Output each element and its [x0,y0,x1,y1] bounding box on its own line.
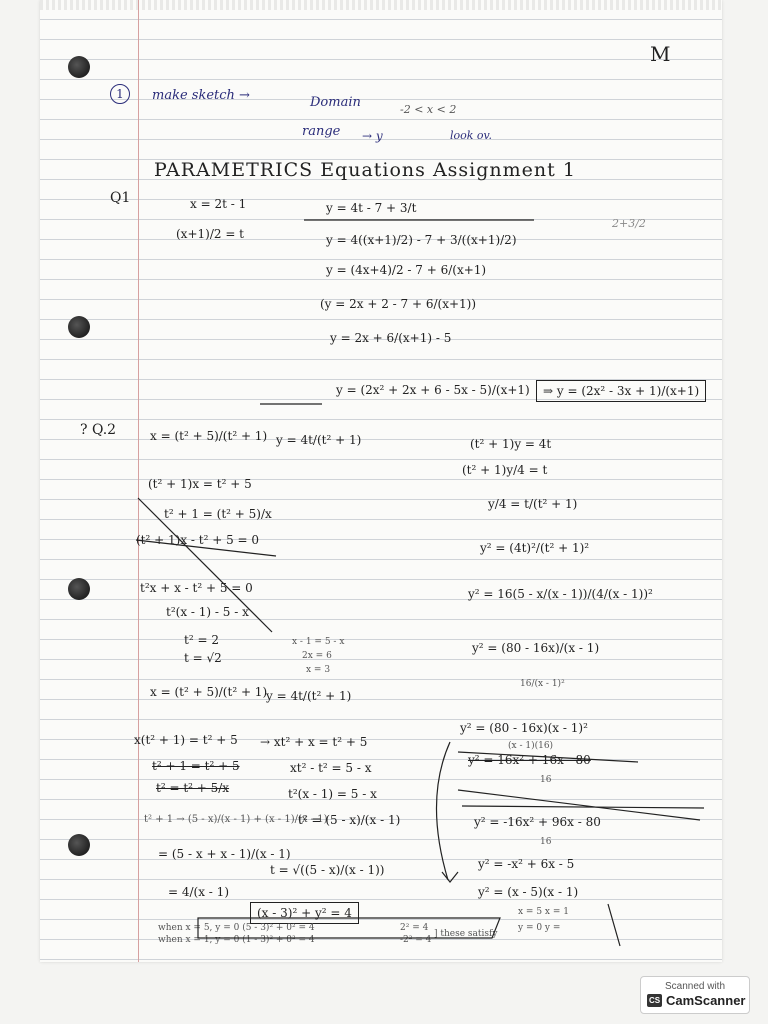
circle-equation-box: (x - 3)² + y² = 4 [250,902,359,924]
q2-left-line: x = (t² + 5)/(t² + 1) [150,429,268,443]
q2-second-struck: t² + 1 = t² + 5 [152,759,240,773]
q2-second-line: (x - 1)(16) [508,741,554,751]
intro-make-sketch: make sketch → [152,88,250,103]
q2-left-line: (t² + 1)x = t² + 5 [148,477,252,491]
q2-second-line: → xt² + x = t² + 5 [260,735,368,749]
q2-second-line: x = (t² + 5)/(t² + 1) [150,685,268,699]
scanner-watermark [640,976,750,1014]
q2-left-line: y = 4t/(t² + 1) [276,433,362,447]
intro-range-label: range [302,124,341,139]
notebook-page [40,0,722,962]
q2-right-line: (t² + 1)y/4 = t [462,463,548,477]
q2-second-line: y² = (x - 5)(x - 1) [478,885,579,899]
q1-line: y = 4((x+1)/2) - 7 + 3/((x+1)/2) [326,233,517,247]
intro-look: look ov. [450,129,492,142]
q2-right-line: (t² + 1)y = 4t [470,437,552,451]
q2-right-line: y² = (4t)²/(t² + 1)² [480,541,590,555]
q2-second-struck: y² = 16x² + 16x - 80 [468,753,591,767]
q1-line: (x+1)/2 = t [176,227,245,241]
q2-right-line: y/4 = t/(t² + 1) [488,497,578,511]
q2-left-line: t² = 2 [184,633,219,647]
q2-second-line: t = √((5 - x)/(x - 1)) [270,863,385,877]
page-title: PARAMETRICS Equations Assignment 1 [154,159,576,181]
q2-label: ? Q.2 [80,422,117,438]
q2-second-line: = (5 - x + x - 1)/(x - 1) [158,847,291,861]
q1-line: y = (2x² + 2x + 6 - 5x - 5)/(x+1) [336,383,530,397]
q2-second-line: xt² - t² = 5 - x [290,761,372,775]
q2-check-line: when x = 1, y = 0 (1 - 3)² + 0² = 4 [158,935,315,945]
q2-second-line: x = 5 x = 1 [518,907,569,917]
q1-line: (y = 2x + 2 - 7 + 6/(x+1)) [320,297,477,311]
q2-second-line: t²(x - 1) = 5 - x [288,787,377,801]
q2-left-line: x = 3 [306,665,331,675]
q2-check-line: -2² = 4 [400,935,432,945]
q1-label: Q1 [110,190,131,206]
q2-second-line: y² = -16x² + 96x - 80 [474,815,601,829]
q1-line: y = (4x+4)/2 - 7 + 6/(x+1) [326,263,487,277]
q2-second-line: 16 [540,775,552,785]
q2-check-line: ] these satisfy [434,929,498,939]
q2-check-line: 2² = 4 [400,923,429,933]
q1-line: y = 4t - 7 + 3/t [326,201,417,215]
q1-line: x = 2t - 1 [190,197,247,211]
q2-second-line: y² = (80 - 16x)(x - 1)² [460,721,588,735]
q2-second-line: y² = -x² + 6x - 5 [478,857,575,871]
camscanner-logo-icon: CS [648,996,661,1005]
q2-right-line: 16/(x - 1)² [520,679,565,689]
q2-left-line: t = √2 [184,651,222,665]
q1-answer-box: ⇒ y = (2x² - 3x + 1)/(x+1) [536,380,706,402]
q2-left-line: t² + 1 = (t² + 5)/x [164,507,272,521]
q2-second-line: = 4/(x - 1) [168,885,229,899]
q2-left-line: t²x + x - t² + 5 = 0 [140,581,253,595]
q2-second-line: y = 4t/(t² + 1) [266,689,352,703]
q2-second-line: y = 0 y = [518,923,561,933]
q1-pencil-note: 2+3/2 [612,217,646,230]
q2-left-line: (t² + 1)x - t² + 5 = 0 [136,533,260,547]
q2-second-line: t² + 1 → (5 - x)/(x - 1) + (x - 1)/(x - 1) [144,814,328,825]
q2-right-line: y² = 16(5 - x/(x - 1))/(4/(x - 1))² [468,587,653,601]
pen-strokes [40,0,722,962]
corner-mark: M [650,42,671,66]
q2-second-line: t² = (5 - x)/(x - 1) [298,813,401,827]
camscanner-brand: CamScanner [666,993,746,1008]
q2-second-line: x(t² + 1) = t² + 5 [134,733,238,747]
q2-second-struck: t² = t² + 5/x [156,781,230,795]
q2-second-line: 16 [540,837,552,847]
q1-line: y = 2x + 6/(x+1) - 5 [330,331,452,345]
q2-right-line: y² = (80 - 16x)/(x - 1) [472,641,600,655]
intro-arrow-y: → y [362,129,383,143]
question-number-circle: 1 [110,84,130,104]
intro-domain-label: Domain [310,95,361,110]
q2-left-line: 2x = 6 [302,651,332,661]
q2-left-line: t²(x - 1) - 5 - x [166,605,249,619]
intro-domain-range: -2 < x < 2 [400,103,457,116]
q2-left-line: x - 1 = 5 - x [292,637,345,647]
scanned-with-label: Scanned with [664,981,726,992]
q2-check-line: when x = 5, y = 0 (5 - 3)² + 0² = 4 [158,923,315,933]
